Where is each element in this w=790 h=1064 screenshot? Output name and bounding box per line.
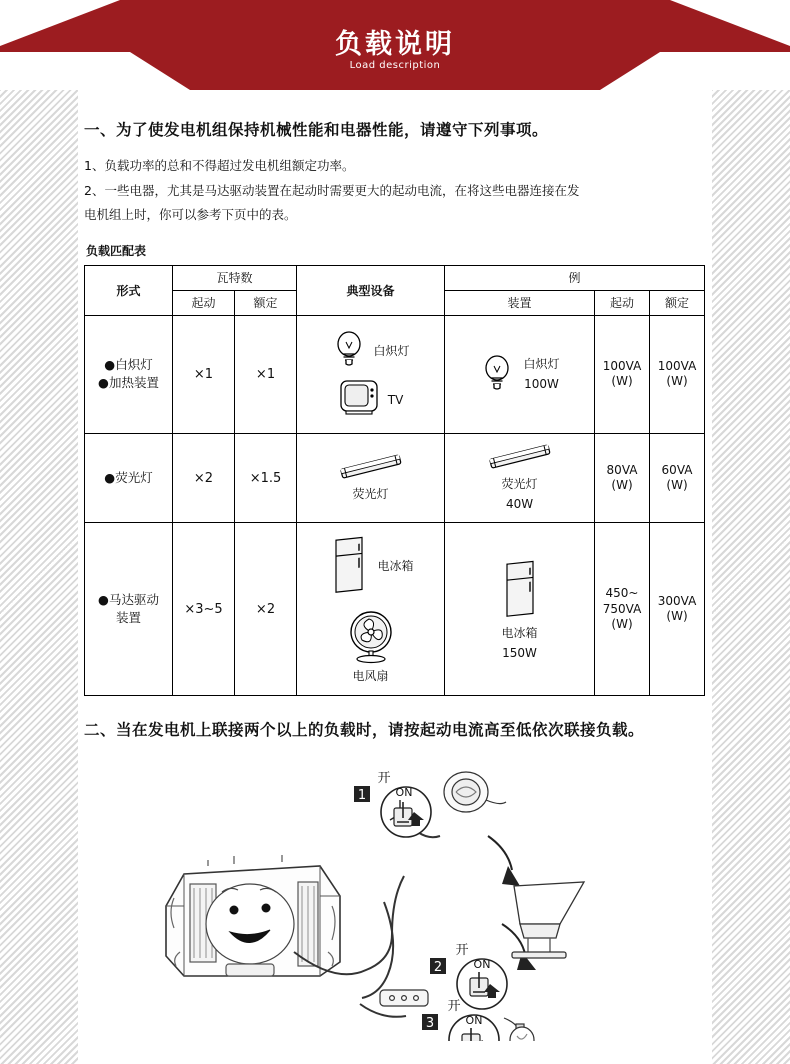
row-2-example-device-power: 40W — [505, 496, 534, 511]
row-1-example-device-power: 100W — [524, 376, 559, 391]
row-1-example-rated-unit: (W) — [666, 374, 688, 389]
fluorescent-tube-icon — [484, 444, 556, 473]
banner-subtitle: Load description — [349, 60, 441, 71]
table-row — [85, 433, 705, 523]
row-3-form-line-2: 装置 — [115, 610, 141, 626]
row-1-example-device — [445, 315, 595, 433]
illustration-svg — [84, 756, 704, 1041]
generator-illustration — [166, 855, 340, 976]
row-1-watts-rated: ×1 — [235, 315, 297, 433]
section-2-heading: 二、当在发电机上联接两个以上的负载时，请按起动电流高至低依次联接负载。 — [84, 721, 645, 740]
step-3-label-cn: 开 — [447, 999, 461, 1015]
row-1-example-start-value: 100VA — [602, 358, 642, 373]
row-3-example-start-unit: (W) — [611, 617, 633, 632]
row-1-typical-item-1 — [332, 328, 410, 373]
row-2-example-start-unit: (W) — [611, 478, 633, 493]
step-2-label-cn: 开 — [455, 943, 469, 959]
decorative-hatch-right — [712, 90, 790, 1064]
row-2-example-start — [595, 433, 650, 523]
header-watts: 瓦特数 — [173, 265, 297, 290]
bulb-icon — [480, 352, 514, 397]
row-3-watts-rated: ×2 — [235, 523, 297, 696]
row-3-example-start-line-1: 450~ — [605, 585, 639, 600]
row-2-watts-start: ×2 — [173, 433, 235, 523]
row-3-example-rated-value: 300VA — [657, 593, 697, 608]
row-3-typical-item-2 — [343, 608, 399, 685]
table-caption: 负载匹配表 — [86, 243, 147, 258]
section-1-heading: 一、为了使发电机组保持机械性能和电器性能，请遵守下列事项。 — [84, 121, 549, 139]
refrigerator-icon — [328, 533, 370, 598]
header-example: 例 — [445, 265, 705, 290]
table-header-row-1 — [85, 265, 705, 290]
row-3-form-line-1: ●马达驱动 — [98, 591, 159, 607]
refrigerator-icon — [499, 557, 541, 622]
row-1-example-start — [595, 315, 650, 433]
row-2-example-device — [445, 433, 595, 523]
fluorescent-tube-icon — [335, 454, 407, 483]
row-2-watts-rated: ×1.5 — [235, 433, 297, 523]
page-banner — [0, 0, 790, 90]
header-typical: 典型设备 — [297, 265, 445, 315]
row-3-typical — [297, 523, 445, 696]
row-1-form-line-1: ●白炽灯 — [104, 356, 153, 372]
step-3-number: 3 — [425, 1016, 435, 1032]
row-1-form — [85, 315, 173, 433]
row-1-example-rated — [650, 315, 705, 433]
row-3-typical-label-2: 电风扇 — [352, 669, 389, 684]
row-2-form — [85, 433, 173, 523]
row-3-form — [85, 523, 173, 696]
step-2-label-en: ON — [473, 958, 491, 972]
bulb-icon — [332, 328, 366, 373]
step-3-label-en: ON — [465, 1014, 483, 1028]
header-form: 形式 — [85, 265, 173, 315]
header-watts-start: 起动 — [173, 290, 235, 315]
connection-order-illustration — [84, 756, 704, 1041]
row-2-form-line-1: ●荧光灯 — [104, 469, 153, 485]
page-content — [78, 90, 712, 1064]
row-1-typical — [297, 315, 445, 433]
row-2-example-start-value: 80VA — [606, 462, 638, 477]
row-3-typical-label-1: 电冰箱 — [377, 559, 414, 574]
header-watts-rated: 额定 — [235, 290, 297, 315]
row-1-watts-start: ×1 — [173, 315, 235, 433]
row-1-example-device-name: 白炽灯 — [523, 357, 560, 372]
paragraph-3: 电机组上时，你可以参考下页中的表。 — [84, 207, 297, 223]
step-2-group — [380, 943, 507, 1009]
row-2-example-rated — [650, 433, 705, 523]
row-3-example-device — [445, 523, 595, 696]
table-row — [85, 523, 705, 696]
row-1-form-line-2: ●加热装置 — [98, 375, 159, 391]
row-3-example-device-power: 150W — [502, 645, 537, 660]
table-row — [85, 315, 705, 433]
row-2-typical — [297, 433, 445, 523]
electric-fan-icon — [343, 608, 399, 667]
decorative-hatch-left — [0, 90, 78, 1064]
row-3-example-start — [595, 523, 650, 696]
step-1-label-cn: 开 — [377, 771, 391, 787]
step-1-label-en: ON — [395, 786, 413, 800]
row-3-example-rated — [650, 523, 705, 696]
row-1-typical-item-2 — [338, 379, 404, 420]
row-3-example-rated-unit: (W) — [666, 609, 688, 624]
row-3-example-start-line-2: 750VA — [602, 601, 642, 616]
row-1-example-rated-value: 100VA — [657, 358, 697, 373]
header-example-rated: 额定 — [650, 290, 705, 315]
banner-title: 负载说明 — [335, 29, 455, 60]
row-3-watts-start: ×3~5 — [173, 523, 235, 696]
row-3-example-device-name: 电冰箱 — [501, 626, 538, 641]
load-matching-table — [84, 265, 705, 696]
row-2-example-rated-value: 60VA — [661, 462, 693, 477]
paragraph-2: 2、一些电器，尤其是马达驱动装置在起动时需要更大的起动电流，在将这些电器连接在发 — [84, 182, 580, 198]
row-2-example-device-name: 荧光灯 — [501, 476, 538, 491]
section-1-paragraphs — [84, 156, 706, 226]
row-1-typical-label-1: 白炽灯 — [373, 344, 410, 359]
row-3-typical-item-1 — [328, 533, 414, 598]
row-1-example-start-unit: (W) — [611, 374, 633, 389]
header-example-device: 装置 — [445, 290, 595, 315]
row-2-example-rated-unit: (W) — [666, 478, 688, 493]
step-2-number: 2 — [433, 960, 443, 976]
row-2-typical-label-1: 荧光灯 — [352, 486, 389, 501]
header-example-start: 起动 — [595, 290, 650, 315]
row-1-typical-label-2: TV — [387, 392, 404, 407]
paragraph-1: 1、负载功率的总和不得超过发电机组额定功率。 — [84, 158, 355, 173]
tv-icon — [338, 379, 380, 420]
step-1-number: 1 — [357, 788, 367, 804]
step-1-group — [354, 771, 506, 837]
